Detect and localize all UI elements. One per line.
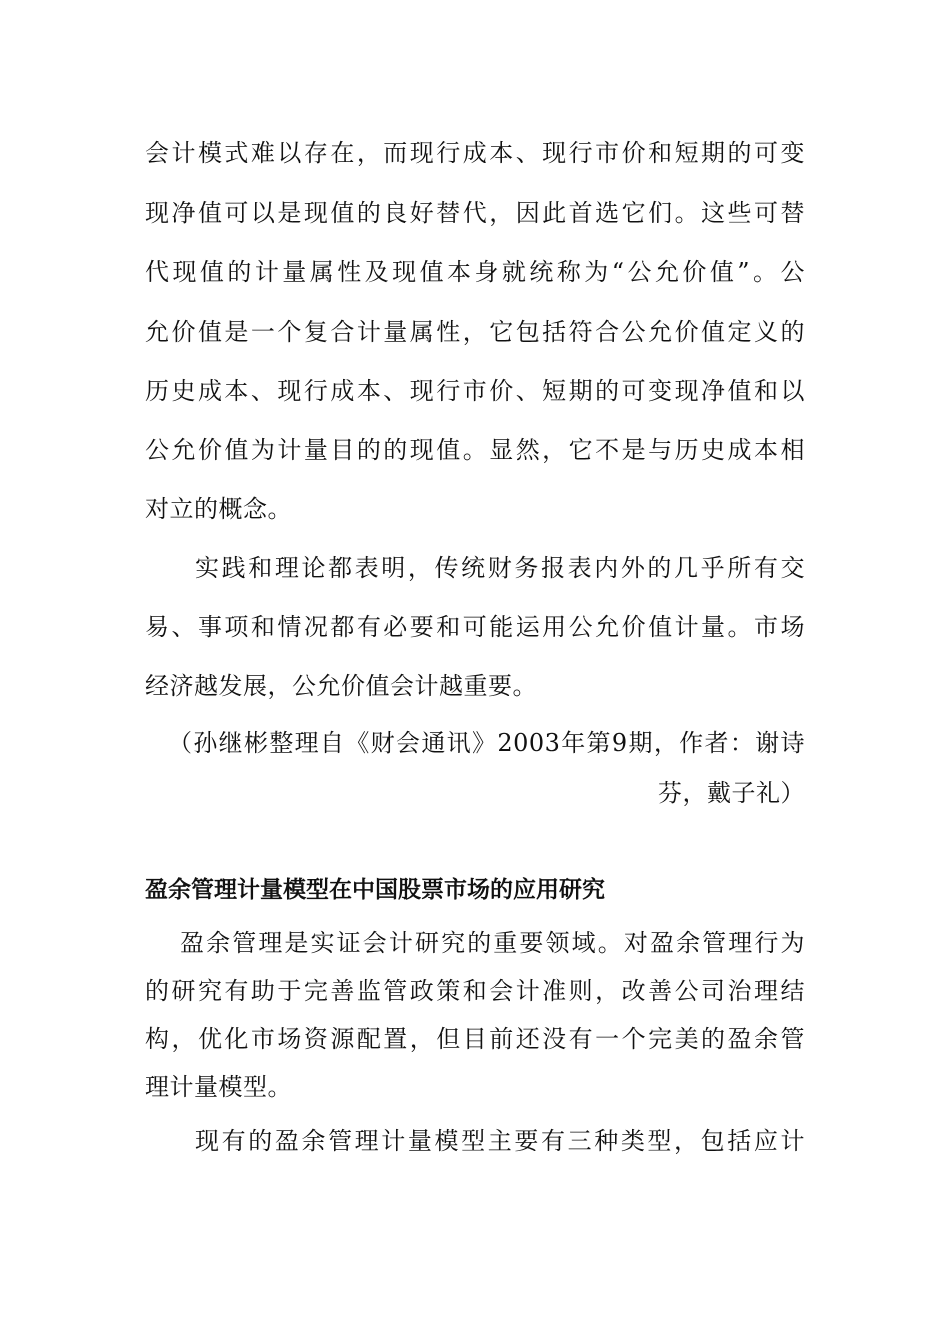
paragraph-2-line-2: 易、事项和情况都有必要和可能运用公允价值计量。市场: [145, 613, 805, 641]
paragraph-2-line-1: 实践和理论都表明，传统财务报表内外的几乎所有交: [195, 554, 805, 582]
paragraph-3-line-2: 的研究有助于完善监管政策和会计准则，改善公司治理结: [145, 977, 805, 1005]
paragraph-3-line-3: 构，优化市场资源配置，但目前还没有一个完美的盈余管: [145, 1025, 805, 1053]
paragraph-3-line-4: 理计量模型。: [145, 1073, 292, 1101]
paragraph-2-line-3: 经济越发展，公允价值会计越重要。: [145, 672, 537, 700]
paragraph-3-line-1: 盈余管理是实证会计研究的重要领域。对盈余管理行为: [180, 929, 805, 957]
paragraph-1-line-4: 允价值是一个复合计量属性，它包括符合公允价值定义的: [145, 318, 805, 346]
paragraph-4-line-1: 现有的盈余管理计量模型主要有三种类型，包括应计: [195, 1127, 805, 1155]
paragraph-1-line-6: 公允价值为计量目的的现值。显然，它不是与历史成本相: [145, 436, 805, 464]
paragraph-1-line-3: 代现值的计量属性及现值本身就统称为“公允价值”。公: [145, 258, 805, 286]
paragraph-1-line-5: 历史成本、现行成本、现行市价、短期的可变现净值和以: [145, 377, 805, 405]
paragraph-1-line-2: 现净值可以是现值的良好替代，因此首选它们。这些可替: [145, 199, 805, 227]
article-title: 盈余管理计量模型在中国股票市场的应用研究: [145, 877, 605, 903]
source-note-line-1: （孙继彬整理自《财会通讯》2003年第9期，作者：谢诗: [168, 729, 805, 757]
source-note-line-2: 芬，戴子礼）: [658, 779, 805, 807]
paragraph-1-line-7: 对立的概念。: [145, 495, 292, 523]
paragraph-1-line-1: 会计模式难以存在，而现行成本、现行市价和短期的可变: [145, 139, 805, 167]
